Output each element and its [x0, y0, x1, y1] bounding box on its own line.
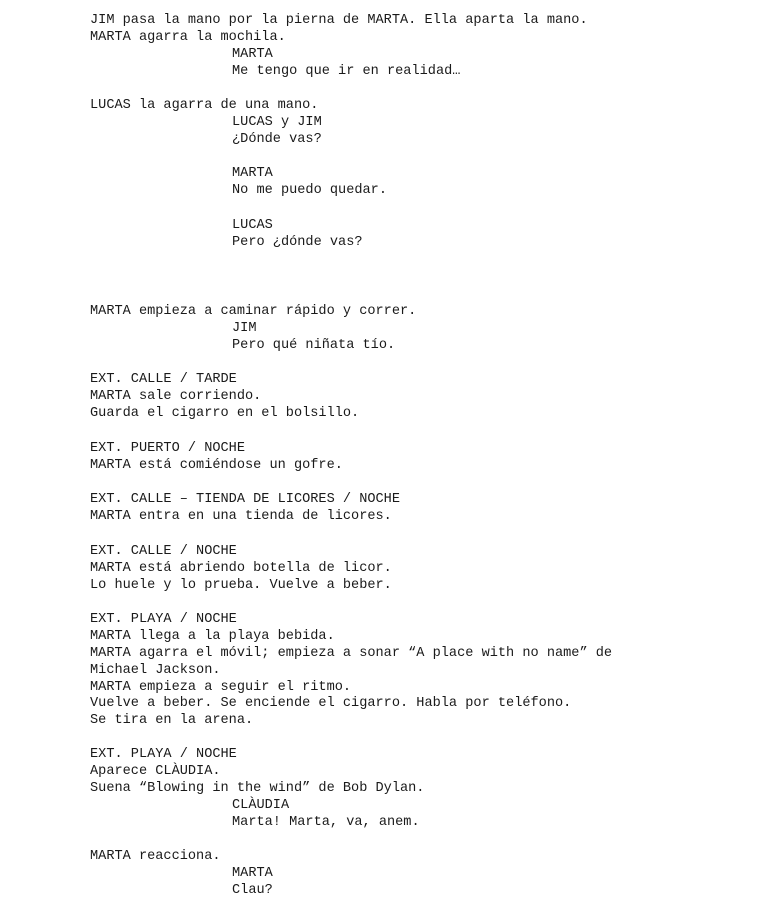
- action-line: MARTA está comiéndose un gofre.: [90, 458, 343, 473]
- dialogue-line: Pero ¿dónde vas?: [232, 235, 363, 250]
- action-line: MARTA está abriendo botella de licor.: [90, 561, 392, 576]
- dialogue-line: No me puedo quedar.: [232, 183, 387, 198]
- dialogue-line: Pero qué niñata tío.: [232, 338, 396, 353]
- dialogue-line: Clau?: [232, 883, 273, 898]
- character-cue: JIM: [232, 321, 257, 336]
- action-line: Guarda el cigarro en el bolsillo.: [90, 406, 360, 421]
- action-line: MARTA entra en una tienda de licores.: [90, 509, 392, 524]
- action-line: MARTA empieza a caminar rápido y correr.: [90, 304, 417, 319]
- action-line: MARTA agarra la mochila.: [90, 30, 286, 45]
- action-line: Suena “Blowing in the wind” de Bob Dylan.: [90, 781, 425, 796]
- character-cue: CLÀUDIA: [232, 798, 290, 813]
- character-cue: LUCAS: [232, 218, 273, 233]
- scene-heading: EXT. PLAYA / NOCHE: [90, 747, 237, 762]
- character-cue: MARTA: [232, 47, 273, 62]
- action-line: MARTA sale corriendo.: [90, 389, 262, 404]
- action-line: MARTA reacciona.: [90, 849, 221, 864]
- action-line: Vuelve a beber. Se enciende el cigarro. Habla por teléfono.: [90, 696, 572, 711]
- action-line: MARTA llega a la playa bebida.: [90, 629, 335, 644]
- action-line: MARTA agarra el móvil; empieza a sonar “A place with no name” de: [90, 646, 613, 661]
- action-line: Aparece CLÀUDIA.: [90, 764, 221, 779]
- scene-heading: EXT. CALLE – TIENDA DE LICORES / NOCHE: [90, 492, 400, 507]
- action-line: Lo huele y lo prueba. Vuelve a beber.: [90, 578, 392, 593]
- character-cue: LUCAS y JIM: [232, 115, 322, 130]
- action-line: LUCAS la agarra de una mano.: [90, 98, 319, 113]
- action-line: JIM pasa la mano por la pierna de MARTA. Ella aparta la mano.: [90, 13, 588, 28]
- scene-heading: EXT. PUERTO / NOCHE: [90, 441, 245, 456]
- action-line: Se tira en la arena.: [90, 713, 254, 728]
- character-cue: MARTA: [232, 866, 273, 881]
- dialogue-line: Marta! Marta, va, anem.: [232, 815, 420, 830]
- scene-heading: EXT. CALLE / TARDE: [90, 372, 237, 387]
- scene-heading: EXT. CALLE / NOCHE: [90, 544, 237, 559]
- action-line: MARTA empieza a seguir el ritmo.: [90, 680, 352, 695]
- dialogue-line: Me tengo que ir en realidad…: [232, 64, 461, 79]
- character-cue: MARTA: [232, 166, 273, 181]
- scene-heading: EXT. PLAYA / NOCHE: [90, 612, 237, 627]
- dialogue-line: ¿Dónde vas?: [232, 132, 322, 147]
- action-line: Michael Jackson.: [90, 663, 221, 678]
